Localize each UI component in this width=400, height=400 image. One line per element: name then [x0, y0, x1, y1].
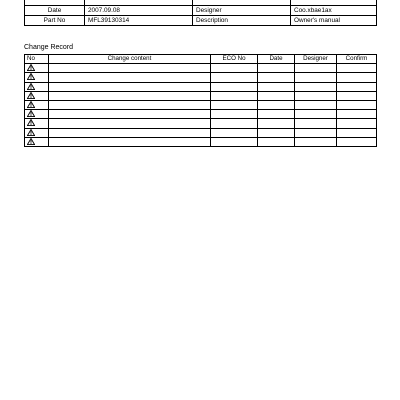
date-cell [258, 119, 295, 128]
designer-cell [295, 137, 337, 146]
date-cell [258, 128, 295, 137]
eco-no-cell [211, 110, 258, 119]
confirm-cell [337, 119, 377, 128]
confirm-cell [337, 91, 377, 100]
change-content-cell [49, 119, 211, 128]
confirm-cell [337, 128, 377, 137]
change-record-row [25, 137, 377, 146]
confirm-cell [337, 100, 377, 109]
warning-triangle-icon [27, 83, 35, 90]
designer-cell [295, 119, 337, 128]
warning-triangle-icon [27, 73, 35, 80]
eco-no-cell [211, 91, 258, 100]
info-row-part [25, 15, 377, 25]
designer-cell [295, 91, 337, 100]
change-content-cell [49, 73, 211, 82]
header-change-content: Change content [49, 55, 211, 64]
warning-triangle-icon [27, 92, 35, 99]
no-cell [25, 100, 49, 109]
no-cell [25, 91, 49, 100]
eco-no-cell [211, 137, 258, 146]
date-cell [258, 64, 295, 73]
date-cell [258, 110, 295, 119]
change-content-cell [49, 137, 211, 146]
description-label: Description [193, 15, 291, 25]
date-label: Date [25, 5, 85, 15]
eco-no-cell [211, 64, 258, 73]
header-date: Date [258, 55, 295, 64]
designer-cell [295, 100, 337, 109]
date-cell [258, 82, 295, 91]
change-record-title: Change Record [24, 44, 74, 51]
document-info-table [24, 0, 377, 26]
warning-triangle-icon [27, 110, 35, 117]
confirm-cell [337, 64, 377, 73]
confirm-cell [337, 82, 377, 91]
designer-cell [295, 73, 337, 82]
no-cell [25, 137, 49, 146]
designer-value: Coo.xbae1ax [291, 5, 377, 15]
change-record-row [25, 73, 377, 82]
part-no-value: MFL39130314 [85, 15, 193, 25]
no-cell [25, 110, 49, 119]
change-content-cell [49, 91, 211, 100]
info-row-date [25, 5, 377, 15]
date-value: 2007.09.08 [85, 5, 193, 15]
date-cell [258, 91, 295, 100]
header-eco-no: ECO No [211, 55, 258, 64]
eco-no-cell [211, 73, 258, 82]
change-record-row [25, 64, 377, 73]
eco-no-cell [211, 82, 258, 91]
eco-no-cell [211, 119, 258, 128]
change-content-cell [49, 64, 211, 73]
warning-triangle-icon [27, 101, 35, 108]
change-record-row [25, 100, 377, 109]
change-record-row [25, 128, 377, 137]
date-cell [258, 100, 295, 109]
warning-triangle-icon [27, 138, 35, 145]
designer-cell [295, 82, 337, 91]
change-record-header [25, 55, 377, 64]
change-content-cell [49, 110, 211, 119]
warning-triangle-icon [27, 64, 35, 71]
confirm-cell [337, 73, 377, 82]
designer-cell [295, 110, 337, 119]
header-confirm: Confirm [337, 55, 377, 64]
change-content-cell [49, 100, 211, 109]
header-designer: Designer [295, 55, 337, 64]
warning-triangle-icon [27, 119, 35, 126]
change-content-cell [49, 128, 211, 137]
warning-triangle-icon [27, 129, 35, 136]
no-cell [25, 119, 49, 128]
no-cell [25, 82, 49, 91]
change-content-cell [49, 82, 211, 91]
part-no-label: Part No [25, 15, 85, 25]
change-record-row [25, 119, 377, 128]
designer-cell [295, 128, 337, 137]
no-cell [25, 64, 49, 73]
change-record-row [25, 110, 377, 119]
eco-no-cell [211, 100, 258, 109]
date-cell [258, 137, 295, 146]
designer-label: Designer [193, 5, 291, 15]
change-record-row [25, 82, 377, 91]
no-cell [25, 128, 49, 137]
no-cell [25, 73, 49, 82]
confirm-cell [337, 110, 377, 119]
change-record-row [25, 91, 377, 100]
description-value: Owner's manual [291, 15, 377, 25]
designer-cell [295, 64, 337, 73]
eco-no-cell [211, 128, 258, 137]
confirm-cell [337, 137, 377, 146]
date-cell [258, 73, 295, 82]
change-record-table [24, 54, 377, 147]
header-no: No [25, 55, 49, 64]
